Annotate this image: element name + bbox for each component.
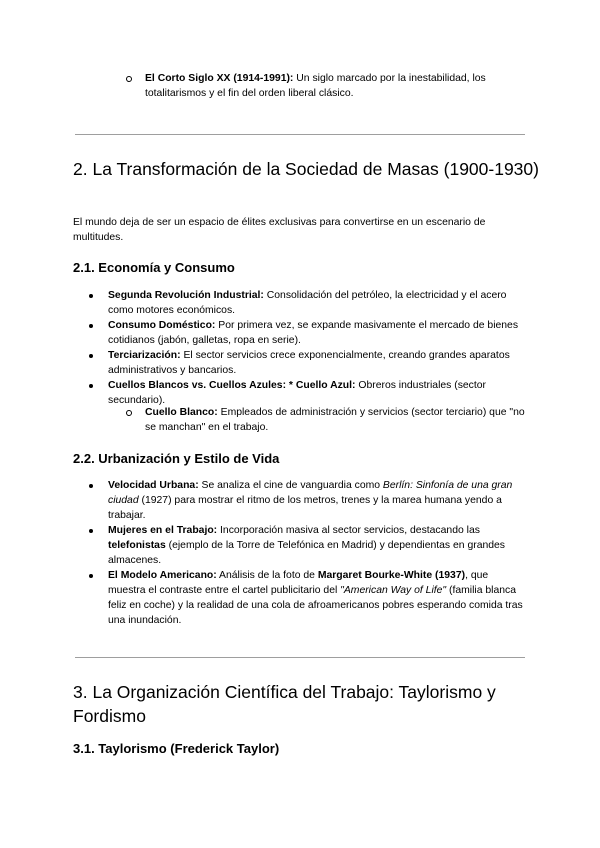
- subsection-2-1-sublist: [145, 405, 525, 435]
- list-item: Segunda Revolución Industrial: Consolidación del petróleo, la electricidad y el acero como motores económicos.: [108, 288, 526, 318]
- section-divider: [75, 657, 525, 658]
- list-item: Terciarización: El sector servicios crece exponencialmente, creando grandes aparatos administrativos y bancarios.: [108, 348, 526, 378]
- list-item: Velocidad Urbana: Se analiza el cine de vanguardia como Berlín: Sinfonía de una gran ciudad (1927) para mostrar el ritmo de los metros, trenes y la marea humana yendo a trabajar.: [108, 478, 528, 523]
- list-item: El Modelo Americano: Análisis de la foto de Margaret Bourke-White (1937), que muestra el contraste entre el cartel publicitario del "American Way of Life" (familia blanca feliz en coche) y la realidad de una cola de afroamericanos pobres esperando comida tras una inundación.: [108, 568, 528, 628]
- section-divider: [75, 134, 525, 135]
- list-item: Mujeres en el Trabajo: Incorporación masiva al sector servicios, destacando las telefonistas (ejemplo de la Torre de Telefónica en Madrid) y dependientas en grandes almacenes.: [108, 523, 528, 568]
- section-2-intro: El mundo deja de ser un espacio de élites exclusivas para convertirse en un escenario de multitudes.: [73, 217, 486, 243]
- section-2-heading: 2. La Transformación de la Sociedad de Masas (1900-1930): [73, 159, 539, 179]
- list-item: Consumo Doméstico: Por primera vez, se expande masivamente el mercado de bienes cotidianos (jabón, galletas, ropa en serie).: [108, 318, 526, 348]
- list-item: Cuellos Blancos vs. Cuellos Azules: * Cuello Azul: Obreros industriales (sector secundario).: [108, 378, 526, 408]
- subsection-2-1-list: [108, 288, 526, 408]
- subsection-2-1-heading: 2.1. Economía y Consumo: [73, 260, 235, 275]
- subsection-2-2-list: [108, 478, 528, 628]
- subsection-3-1-heading: 3.1. Taylorismo (Frederick Taylor): [73, 741, 280, 756]
- list-item: El Corto Siglo XX (1914-1991): Un siglo marcado por la inestabilidad, los totalitarismos y el fin del orden liberal clásico.: [145, 71, 525, 101]
- section-3-heading: 3. La Organización Científica del Trabajo: Taylorismo y Fordismo: [73, 682, 496, 726]
- list-item: Cuello Blanco: Empleados de administración y servicios (sector terciario) que "no se manchan" en el trabajo.: [145, 407, 525, 433]
- subsection-2-2-heading: 2.2. Urbanización y Estilo de Vida: [73, 451, 280, 466]
- top-list: [145, 71, 525, 101]
